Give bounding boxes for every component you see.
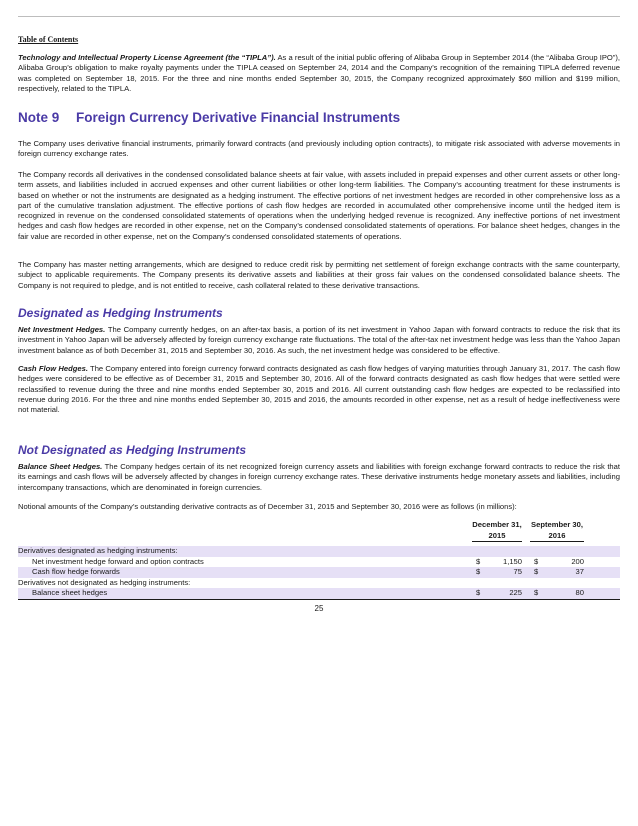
nih-text: The Company currently hedges, on an after-tax basis, a portion of its net investment in Yahoo Japan with forward contracts to reduce the risk that its investment in Yahoo Japan will be adversely affected by foreign currency exchange rate fluctuations. The total of the after-tax net investment hedge was less than the Yahoo Japan investment balance as of both December 31, 2015 and September 30, 2016. As such, the net investment hedge was considered to be effective. bbox=[18, 325, 621, 355]
notional-intro: Notional amounts of the Company’s outstanding derivative contracts as of December 31, 2015 and September 30, 2016 were as follows (in millions): bbox=[18, 502, 517, 511]
note-number: Note 9 bbox=[18, 110, 60, 125]
top-rule bbox=[18, 16, 620, 17]
tipla-paragraph bbox=[18, 53, 620, 94]
currency-symbol: $ bbox=[534, 556, 539, 566]
bsh-text: The Company hedges certain of its net recognized foreign currency assets and liabilities with foreign exchange forward contracts to reduce the risk that its earnings and cash flows will be adversely affected by changes in foreign currency exchange rates. These derivative instruments hedge monetary assets and liabilities, including intercompany transactions, which are denominated in foreign currencies. bbox=[18, 462, 620, 492]
row-label: Net investment hedge forward and option contracts bbox=[32, 556, 204, 566]
row-label: Cash flow hedge forwards bbox=[18, 567, 472, 578]
designated-heading: Designated as Hedging Instruments bbox=[18, 306, 223, 320]
paragraph-accounting: The Company records all derivatives in the condensed consolidated balance sheets at fair value, with assets included in prepaid expenses and other current assets or other long-term assets, and liabilities included in accrued expenses and other current liabilities or other long-term liabilities. The Company’s accounting treatment for these instruments is based on whether or not the instruments are designated as a hedging instrument. The effective portions of net investment hedges are recorded in other comprehensive loss as a part of the cumulative translation adjustment. The effective portions of cash flow hedges are recorded in accumulated other comprehensive income until the hedged item is recognized in revenue on the condensed consolidated statements of operations when the underlying hedged revenue is recognized. Any ineffective portions of net investment hedges and cash flow hedges are recorded in other expense, net on the Company’s condensed consolidated statements of operations. For balance sheet hedges, changes in the fair value are recorded in other expense, net on the Company’s condensed consolidated statements of operations. bbox=[18, 170, 620, 241]
paragraph-intro: The Company uses derivative financial instruments, primarily forward contracts (and previously including option contracts), to mitigate risk associated with adverse movements in foreign currency exchange rates. bbox=[18, 139, 620, 159]
value-sep-2016: 200 bbox=[571, 556, 584, 566]
not-designated-heading: Not Designated as Hedging Instruments bbox=[18, 443, 247, 457]
bsh-lead: Balance Sheet Hedges. bbox=[18, 462, 103, 471]
value-sep-2016: 37 bbox=[544, 567, 584, 578]
balance-sheet-hedges-paragraph bbox=[18, 462, 620, 493]
tipla-lead: Technology and Intellectual Property License Agreement (the “TIPLA”). bbox=[18, 53, 276, 62]
cash-flow-hedges-paragraph bbox=[18, 364, 620, 415]
net-investment-hedges-paragraph bbox=[18, 325, 620, 356]
cfh-text: The Company entered into foreign currency forward contracts designated as cash flow hedges of varying maturities through January 31, 2017. The cash flow hedges were considered to be effective as of December 31, 2015 and September 30, 2016. All of the forward contracts designated as cash flow hedges that were settled were reclassified to revenue during the three and nine months ended September 30, 2015 and 2016. All current outstanding cash flow hedges are expected to be reclassified into revenue during 2016. For the three and nine months ended September 30, 2015 and 2016, the amounts recorded in other expense, net as a result of hedge ineffectiveness were not material. bbox=[18, 364, 621, 415]
group-label-not-designated: Derivatives not designated as hedging instruments: bbox=[18, 577, 191, 587]
table-row bbox=[18, 557, 620, 568]
paragraph-netting: The Company has master netting arrangements, which are designed to reduce credit risk by permitting net settlement of foreign exchange contracts with the same counterparty, subject to applicable requirements. The Company presents its derivative assets and liabilities at their gross fair values on the condensed consolidated balance sheets. The Company is not required to pledge, and is not entitled to receive, cash collateral related to these derivative transactions. bbox=[18, 260, 620, 290]
table-row bbox=[18, 588, 620, 599]
table-row bbox=[18, 578, 620, 589]
note-title: Foreign Currency Derivative Financial Instruments bbox=[76, 110, 401, 125]
value-dec-2015: 75 bbox=[486, 567, 522, 578]
table-of-contents-link[interactable]: Table of Contents bbox=[18, 35, 79, 44]
col-header-dec-2015: December 31, 2015 bbox=[472, 520, 522, 540]
table-row bbox=[18, 567, 620, 578]
value-dec-2015: 225 bbox=[486, 588, 522, 599]
tipla-text: As a result of the initial public offering of Alibaba Group in September 2014 (the “Alibaba Group IPO”), Alibaba Group’s obligation to make royalty payments under the TIPLA ceased on September 24, 2014 and the Company’s recognition of the remaining TIPLA deferred revenue was completed on September 18, 2015. For the three and nine months ended September 30, 2015, the Company recognized approximately $60 million and $199 million, respectively, related to the TIPLA. bbox=[18, 53, 620, 93]
page-number: 25 bbox=[314, 604, 324, 613]
value-dec-2015: 1,150 bbox=[502, 556, 522, 566]
group-label-designated: Derivatives designated as hedging instruments: bbox=[18, 546, 472, 557]
currency-symbol: $ bbox=[472, 588, 486, 599]
currency-symbol: $ bbox=[476, 556, 481, 566]
currency-symbol: $ bbox=[530, 588, 544, 599]
col-header-sep-2016: September 30, 2016 bbox=[531, 520, 583, 540]
cfh-lead: Cash Flow Hedges. bbox=[18, 364, 88, 373]
row-label: Balance sheet hedges bbox=[18, 588, 472, 599]
currency-symbol: $ bbox=[472, 567, 486, 578]
notional-amounts-table bbox=[18, 520, 620, 600]
currency-symbol: $ bbox=[530, 567, 544, 578]
value-sep-2016: 80 bbox=[544, 588, 584, 599]
table-header-row bbox=[18, 520, 620, 542]
table-row bbox=[18, 546, 620, 557]
nih-lead: Net Investment Hedges. bbox=[18, 325, 106, 334]
note-heading bbox=[18, 110, 400, 125]
